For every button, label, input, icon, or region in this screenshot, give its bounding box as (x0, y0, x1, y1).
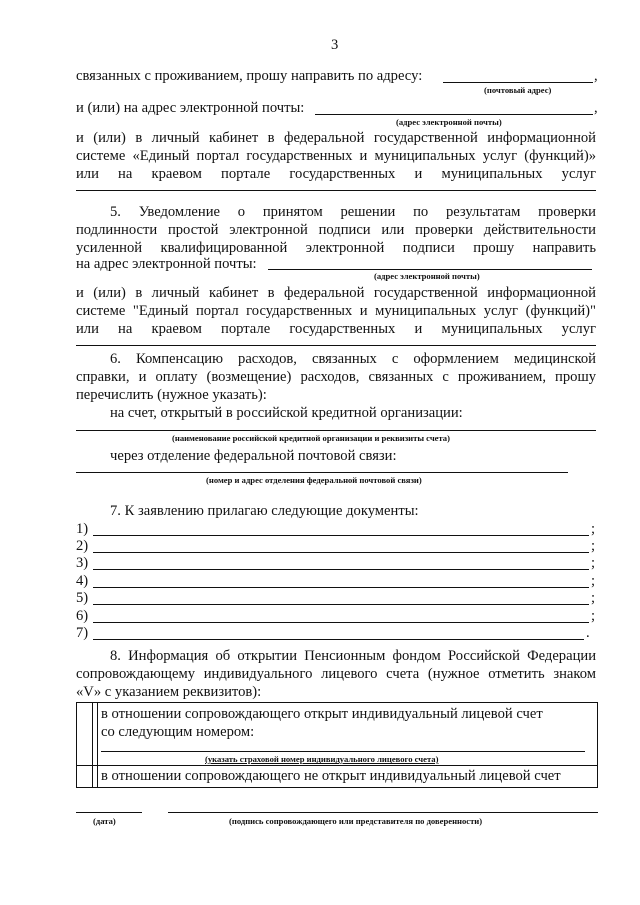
s5-email-caption: (адрес электронной почты) (374, 271, 480, 281)
s5-cabinet-line-1: и (или) в личный кабинет в федеральной государственной информационной (76, 285, 596, 301)
s5-line-1: 5. Уведомление о принятом решении по результатам проверки (110, 204, 596, 220)
row1-line-2: со следующим номером: (101, 724, 255, 740)
doc-end-3: ; (591, 555, 596, 571)
doc-num-6: 6) (76, 608, 89, 624)
bank-field[interactable] (76, 430, 596, 431)
doc-end-5: ; (591, 590, 596, 606)
s5-cabinet-line-2: системе "Единый портал государственных и муниципальных услуг (функций)" (76, 303, 596, 319)
date-caption: (дата) (93, 816, 116, 826)
s5-email-label: на адрес электронной почты: (76, 256, 257, 272)
s5-line-3: усиленной квалифицированной электронной подписи прошу направить (76, 240, 596, 256)
snils-field[interactable] (101, 751, 585, 752)
doc-end-2: ; (591, 538, 596, 554)
post-field[interactable] (76, 472, 568, 473)
signature-caption: (подпись сопровождающего или представителя по доверенности) (229, 816, 483, 826)
email-caption: (адрес электронной почты) (396, 117, 502, 127)
checkbox-account-opened[interactable] (77, 703, 92, 765)
table-border-right (597, 702, 598, 787)
s7-title: 7. К заявлению прилагаю следующие документы: (110, 503, 419, 519)
email-field[interactable] (315, 114, 593, 115)
doc-field-4[interactable] (93, 587, 589, 588)
post-label: через отделение федеральной почтовой связи: (110, 448, 397, 464)
bank-caption: (наименование российской кредитной организации и реквизиты счета) (172, 433, 450, 443)
table-border-inner (97, 702, 98, 787)
postal-address-field[interactable] (443, 82, 593, 83)
postal-address-caption: (почтовый адрес) (484, 85, 552, 95)
row1-line-1: в отношении сопровождающего открыт индивидуальный лицевой счет (101, 706, 543, 722)
doc-field-1[interactable] (93, 535, 589, 536)
s5-line-2: подлинности простой электронной подписи или проверки действительности (76, 222, 596, 238)
doc-num-4: 4) (76, 573, 89, 589)
cabinet-field[interactable] (76, 190, 596, 191)
table-border-top (76, 702, 598, 703)
checkbox-account-not-opened[interactable] (77, 766, 92, 787)
doc-num-1: 1) (76, 521, 89, 537)
s5-cabinet-field[interactable] (76, 345, 596, 346)
email-end: , (594, 100, 598, 116)
doc-field-7[interactable] (93, 639, 584, 640)
snils-caption: (указать страховой номер индивидуального лицевого счета) (205, 754, 439, 764)
bank-label: на счет, открытый в российской кредитной организации: (110, 405, 463, 421)
email-label: и (или) на адрес электронной почты: (76, 100, 305, 116)
s5-cabinet-line-3: или на краевом портале государственных и муниципальных услуг (76, 321, 596, 337)
date-field[interactable] (76, 812, 142, 813)
cabinet-line-2: системе «Единый портал государственных и муниципальных услуг (функций)» (76, 148, 596, 164)
doc-end-1: ; (591, 521, 596, 537)
doc-field-6[interactable] (93, 622, 589, 623)
s6-line-3: перечислить (нужное указать): (76, 387, 267, 403)
s8-line-2: сопровождающему индивидуального лицевого счета (нужное отметить знаком (76, 666, 596, 682)
postal-address-end: , (594, 68, 598, 84)
doc-field-5[interactable] (93, 604, 589, 605)
row2-text: в отношении сопровождающего не открыт индивидуальный лицевой счет (101, 768, 561, 784)
doc-num-5: 5) (76, 590, 89, 606)
doc-field-3[interactable] (93, 569, 589, 570)
mail-address-text: связанных с проживанием, прошу направить по адресу: (76, 68, 423, 84)
table-border-inner-left (92, 702, 93, 787)
doc-num-7: 7) (76, 625, 89, 641)
cabinet-line-1: и (или) в личный кабинет в федеральной государственной информационной (76, 130, 596, 146)
cabinet-line-3: или на краевом портале государственных и муниципальных услуг (76, 166, 596, 182)
s6-line-2: справки, и оплату (возмещение) расходов, связанных с проживанием, прошу (76, 369, 596, 385)
doc-end-7: . (586, 625, 590, 641)
signature-field[interactable] (168, 812, 598, 813)
s6-line-1: 6. Компенсацию расходов, связанных с оформлением медицинской (110, 351, 596, 367)
table-border-mid (76, 765, 598, 766)
doc-end-6: ; (591, 608, 596, 624)
page-number: 3 (331, 37, 339, 53)
table-border-bottom (76, 787, 598, 788)
s8-line-3: «V» с указанием реквизитов): (76, 684, 262, 700)
s8-line-1: 8. Информация об открытии Пенсионным фондом Российской Федерации (110, 648, 596, 664)
post-caption: (номер и адрес отделения федеральной почтовой связи) (206, 475, 422, 485)
doc-field-2[interactable] (93, 552, 589, 553)
doc-num-3: 3) (76, 555, 89, 571)
doc-num-2: 2) (76, 538, 89, 554)
doc-end-4: ; (591, 573, 596, 589)
s5-email-field[interactable] (268, 269, 592, 270)
